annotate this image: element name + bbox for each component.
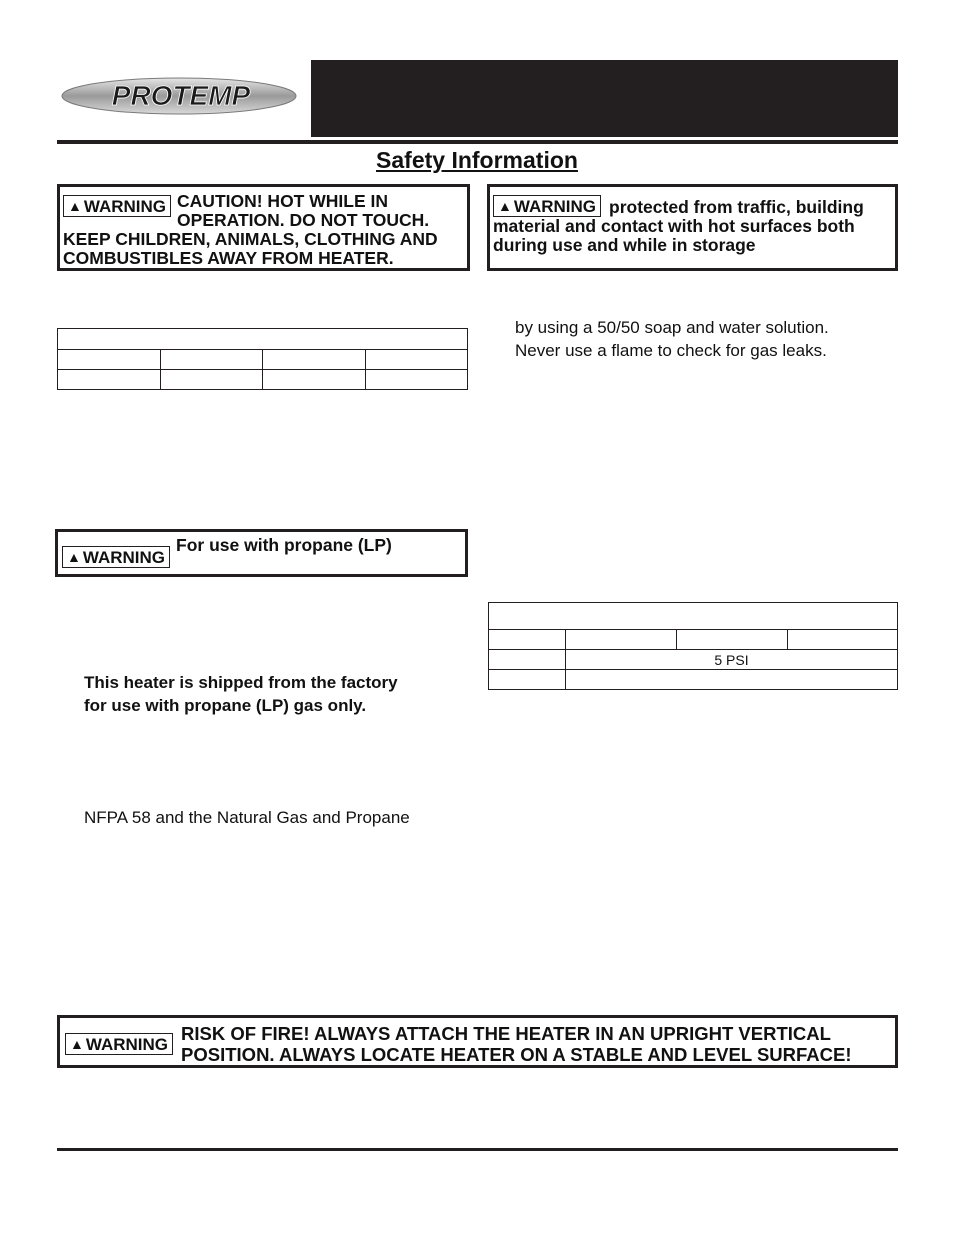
table-row xyxy=(489,603,898,630)
warning-triangle-icon: ▲ xyxy=(70,1035,84,1052)
warning-badge: ▲ WARNING xyxy=(63,195,171,217)
table-cell xyxy=(263,350,366,370)
table-cell xyxy=(58,329,468,350)
paragraph-line: by using a 50/50 soap and water solution. xyxy=(515,318,829,337)
top-rule xyxy=(57,140,898,144)
table-row xyxy=(58,370,468,390)
paragraph-line: for use with propane (LP) gas only. xyxy=(84,696,367,715)
warning-text-line: RISK OF FIRE! ALWAYS ATTACH THE HEATER IN AN UPRIGHT VERTICAL xyxy=(181,1023,831,1044)
warning-text-line: OPERATION. DO NOT TOUCH. xyxy=(177,210,430,230)
warning-text-line: protected from traffic, building xyxy=(609,197,864,217)
warning-triangle-icon: ▲ xyxy=(67,548,81,565)
table-cell xyxy=(160,370,263,390)
warning-triangle-icon: ▲ xyxy=(68,197,82,214)
table-cell xyxy=(489,603,898,630)
protemp-logo xyxy=(57,64,307,124)
page-title: Safety Information xyxy=(376,147,578,173)
table-cell xyxy=(489,670,566,690)
table-cell xyxy=(160,350,263,370)
warning-text-line: POSITION. ALWAYS LOCATE HEATER ON A STABLE AND LEVEL SURFACE! xyxy=(181,1044,852,1065)
bottom-rule xyxy=(57,1148,898,1151)
leak-check-paragraph xyxy=(515,316,829,362)
warning-badge: ▲ WARNING xyxy=(62,546,170,568)
header-bar xyxy=(311,60,898,137)
table-row xyxy=(489,630,898,650)
table-cell xyxy=(566,630,677,650)
warning-text-line: during use and while in storage xyxy=(493,235,756,255)
table-cell xyxy=(788,630,898,650)
table-row xyxy=(58,329,468,350)
table-cell xyxy=(489,650,566,670)
fire-warning xyxy=(57,1015,898,1068)
warning-triangle-icon: ▲ xyxy=(498,197,512,214)
table-cell xyxy=(489,630,566,650)
table-cell xyxy=(263,370,366,390)
warning-text-line: COMBUSTIBLES AWAY FROM HEATER. xyxy=(63,248,394,268)
protection-warning xyxy=(487,184,898,271)
table-cell xyxy=(58,350,161,370)
table-row xyxy=(58,350,468,370)
nfpa-paragraph: NFPA 58 and the Natural Gas and Propane xyxy=(84,808,410,827)
table-cell xyxy=(58,370,161,390)
table-cell xyxy=(365,370,468,390)
table-row xyxy=(489,670,898,690)
shipped-paragraph xyxy=(84,671,398,717)
table-cell xyxy=(677,630,788,650)
warning-text-line: KEEP CHILDREN, ANIMALS, CLOTHING AND xyxy=(63,229,438,249)
warning-text-line: CAUTION! HOT WHILE IN xyxy=(177,191,388,211)
warning-badge: ▲ WARNING xyxy=(65,1033,173,1055)
paragraph-line: Never use a flame to check for gas leaks. xyxy=(515,341,827,360)
pressure-table xyxy=(488,602,898,690)
warning-text-line: material and contact with hot surfaces both xyxy=(493,216,855,236)
table-cell xyxy=(566,670,898,690)
table-cell xyxy=(365,350,468,370)
spec-table xyxy=(57,328,468,390)
logo-text: PROTEMP xyxy=(111,80,251,111)
paragraph-line: This heater is shipped from the factory xyxy=(84,673,398,692)
table-row xyxy=(489,650,898,670)
pressure-value-cell: 5 PSI xyxy=(566,650,898,670)
hot-surface-warning xyxy=(57,184,470,271)
warning-badge: ▲ WARNING xyxy=(493,195,601,217)
propane-warning xyxy=(55,529,468,577)
warning-text-line: For use with propane (LP) xyxy=(176,535,392,555)
logo-swoosh-icon xyxy=(57,64,307,124)
